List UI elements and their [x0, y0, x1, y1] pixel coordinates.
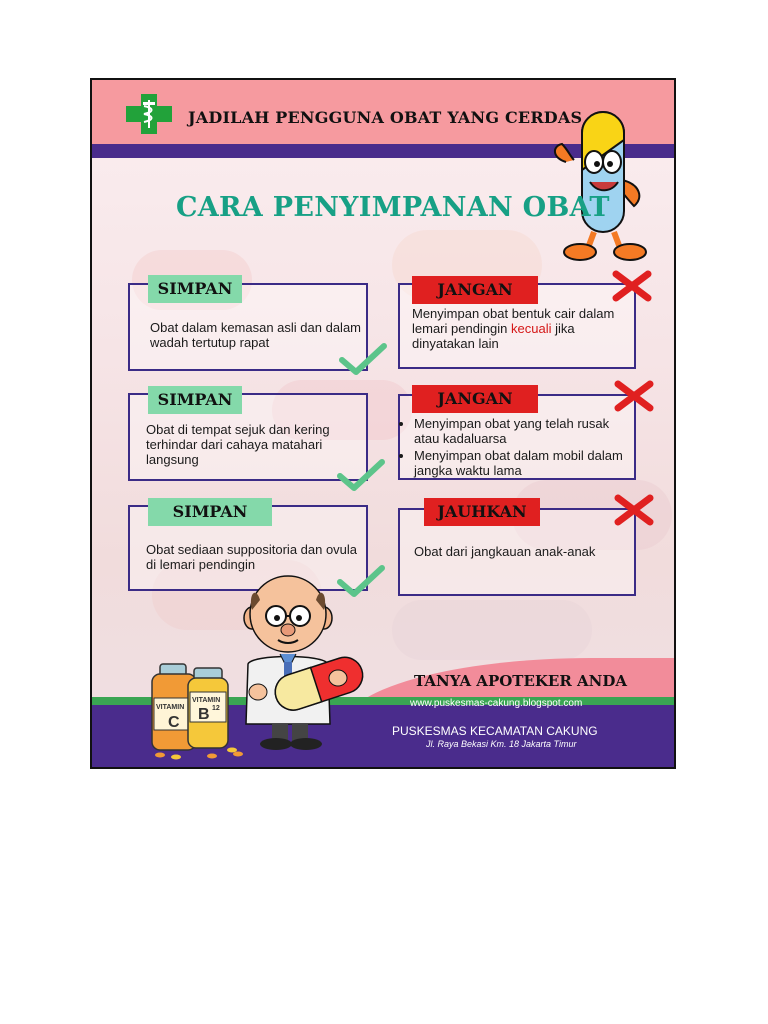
pill-mascot	[544, 110, 662, 262]
jangan-text-1-main: Menyimpan obat bentuk cair dalam lemari pendingin	[412, 306, 615, 336]
poster	[90, 78, 676, 769]
check-icon	[338, 458, 384, 490]
jangan-text-2	[402, 416, 632, 480]
tanya-apoteker: TANYA APOTEKER ANDA	[414, 672, 628, 690]
vitamin-c-letter: C	[168, 714, 180, 731]
pharmacy-cross-icon	[126, 94, 172, 134]
simpan-text-2: Obat di tempat sejuk dan kering terhindar dari cahaya matahari langsung	[146, 422, 330, 467]
simpan-text-1: Obat dalam kemasan asli dan dalam wadah tertutup rapat	[150, 320, 362, 350]
vitamin-b-letter: B	[198, 706, 210, 723]
jauhkan-text: Obat dari jangkauan anak-anak	[414, 544, 596, 559]
cross-icon	[614, 494, 654, 526]
jangan-text-1	[412, 306, 632, 351]
jangan-tag-2: JANGAN	[412, 385, 538, 413]
vitamin-bottles	[142, 662, 252, 762]
cross-icon	[612, 270, 652, 302]
organization-address: Jl. Raya Bekasi Km. 18 Jakarta Timur	[426, 739, 577, 749]
main-title: CARA PENYIMPANAN OBAT	[176, 192, 610, 223]
organization-name: PUSKESMAS KECAMATAN CAKUNG	[392, 724, 598, 738]
vitamin-b-subscript: 12	[212, 705, 220, 712]
pharmacist-illustration	[238, 574, 358, 754]
vitamin-b-label: VITAMIN	[192, 697, 221, 704]
simpan-tag-2: SIMPAN	[148, 386, 242, 414]
simpan-text-3: Obat sediaan suppositoria dan ovula di lemari pendingin	[146, 542, 358, 572]
cross-icon	[614, 380, 654, 412]
vitamin-c-label: VITAMIN	[156, 704, 185, 711]
jangan-tag-1: JANGAN	[412, 276, 538, 304]
jangan-bullet: • Menyimpan obat yang telah rusak atau kadaluarsa	[414, 416, 632, 446]
check-icon	[340, 342, 386, 374]
bg-pill-blob	[392, 600, 592, 660]
header-title: JADILAH PENGGUNA OBAT YANG CERDAS	[188, 108, 583, 127]
kecuali-highlight: kecuali	[511, 321, 552, 336]
jangan-bullet: • Menyimpan obat dalam mobil dalam jangka waktu lama	[414, 448, 632, 478]
simpan-tag-1: SIMPAN	[148, 275, 242, 303]
simpan-tag-3: SIMPAN	[148, 498, 272, 526]
website-url: www.puskesmas-cakung.blogspot.com	[410, 698, 583, 709]
jauhkan-tag: JAUHKAN	[424, 498, 540, 526]
jangan-text-1-tail: jika dinyatakan lain	[412, 321, 575, 351]
